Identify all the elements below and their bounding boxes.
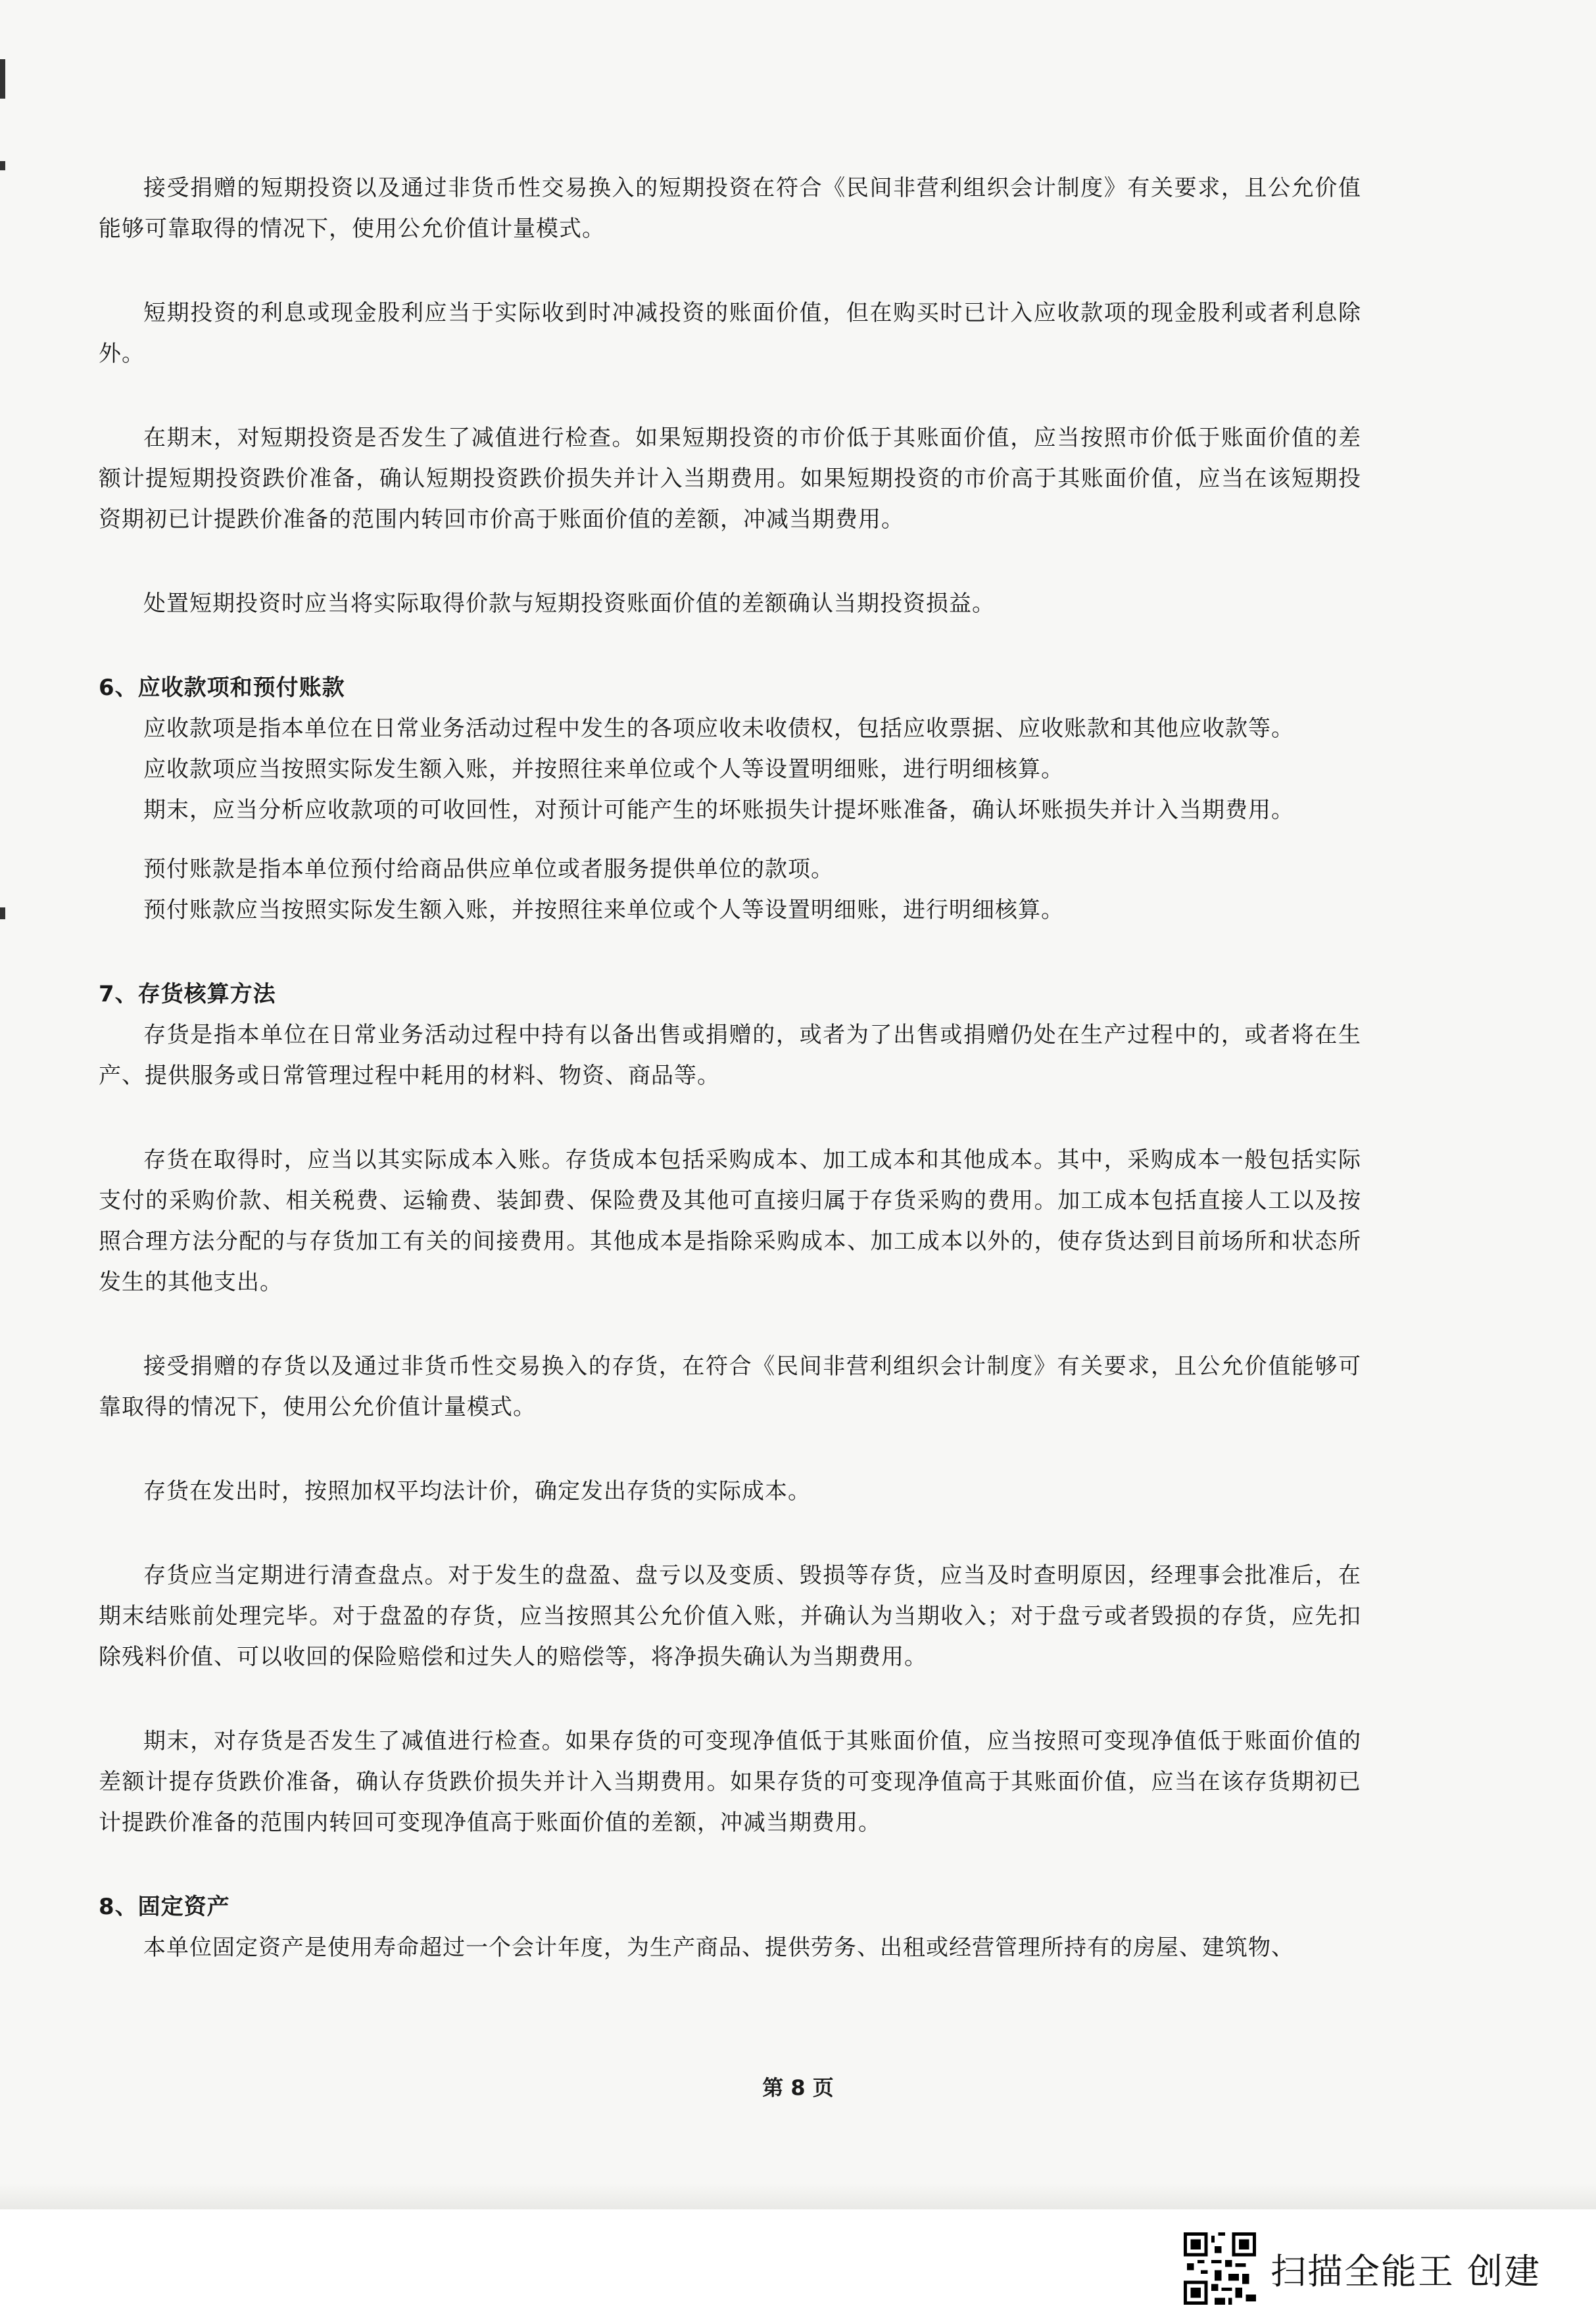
section-heading: 6、应收款项和预付账款 [99, 675, 345, 701]
body-paragraph: 预付账款应当按照实际发生额入账，并按照往来单位或个人等设置明细账，进行明细核算。 [143, 897, 1064, 923]
body-paragraph: 存货在发出时，按照加权平均法计价，确定发出存货的实际成本。 [143, 1478, 811, 1504]
body-paragraph: 短期投资的利息或现金股利应当于实际收到时冲减投资的账面价值，但在购买时已计入应收款项的现金股利或者利息除外。 [99, 300, 1361, 367]
body-paragraph: 存货在取得时，应当以其实际成本入账。存货成本包括采购成本、加工成本和其他成本。其中，采购成本一般包括实际支付的采购价款、相关税费、运输费、装卸费、保险费及其他可直接归属于存货采购的费用。加工成本包括直接人工以及按照合理方法分配的与存货加工有关的间接费用。其他成本是指除采购成本、加工成本以外的，使存货达到目前场所和状态所发生的其他支出。 [99, 1147, 1361, 1295]
body-paragraph: 接受捐赠的存货以及通过非货币性交易换入的存货，在符合《民间非营利组织会计制度》有关要求，且公允价值能够可靠取得的情况下，使用公允价值计量模式。 [99, 1353, 1361, 1420]
body-paragraph: 存货是指本单位在日常业务活动过程中持有以备出售或捐赠的，或者为了出售或捐赠仍处在生产过程中的，或者将在生产、提供服务或日常管理过程中耗用的材料、物资、商品等。 [99, 1022, 1361, 1089]
document-body [99, 168, 1361, 2011]
body-paragraph: 预付账款是指本单位预付给商品供应单位或者服务提供单位的款项。 [143, 856, 834, 882]
body-paragraph: 处置短期投资时应当将实际取得价款与短期投资账面价值的差额确认当期投资损益。 [143, 590, 995, 617]
body-paragraph: 期末，对存货是否发生了减值进行检查。如果存货的可变现净值低于其账面价值，应当按照可变现净值低于账面价值的差额计提存货跌价准备，确认存货跌价损失并计入当期费用。如果存货的可变现净值高于其账面价值，应当在该存货期初已计提跌价准备的范围内转回可变现净值高于账面价值的差额，冲减当期费用。 [99, 1728, 1361, 1836]
body-paragraph: 本单位固定资产是使用寿命超过一个会计年度，为生产商品、提供劳务、出租或经营管理所持有的房屋、建筑物、 [143, 1935, 1294, 1961]
scan-edge-mark [0, 59, 5, 99]
scan-edge-mark [0, 907, 5, 919]
section-heading: 7、存货核算方法 [99, 981, 276, 1007]
body-paragraph: 接受捐赠的短期投资以及通过非货币性交易换入的短期投资在符合《民间非营利组织会计制度》有关要求，且公允价值能够可靠取得的情况下，使用公允价值计量模式。 [99, 175, 1361, 242]
body-paragraph: 应收款项应当按照实际发生额入账，并按照往来单位或个人等设置明细账，进行明细核算。 [143, 756, 1064, 782]
scanner-watermark [1184, 2229, 1541, 2308]
scan-edge-mark [0, 161, 5, 170]
body-paragraph: 在期末，对短期投资是否发生了减值进行检查。如果短期投资的市价低于其账面价值，应当按照市价低于账面价值的差额计提短期投资跌价准备，确认短期投资跌价损失并计入当期费用。如果短期投资的市价高于其账面价值，应当在该短期投资期初已计提跌价准备的范围内转回市价高于账面价值的差额，冲减当期费用。 [99, 425, 1361, 533]
body-paragraph: 存货应当定期进行清查盘点。对于发生的盘盈、盘亏以及变质、毁损等存货，应当及时查明原因，经理事会批准后，在期末结账前处理完毕。对于盘盈的存货，应当按照其公允价值入账，并确认为当期收入；对于盘亏或者毁损的存货，应先扣除残料价值、可以收回的保险赔偿和过失人的赔偿等，将净损失确认为当期费用。 [99, 1562, 1361, 1670]
body-paragraph: 期末，应当分析应收款项的可收回性，对预计可能产生的坏账损失计提坏账准备，确认坏账损失并计入当期费用。 [143, 797, 1294, 823]
section-heading: 8、固定资产 [99, 1894, 230, 1920]
page-number: 第 8 页 [762, 2075, 834, 2100]
body-paragraph: 应收款项是指本单位在日常业务活动过程中发生的各项应收未收债权，包括应收票据、应收账款和其他应收款等。 [143, 715, 1294, 742]
scan-edge-shadow [0, 2183, 1596, 2209]
qr-code-icon [1184, 2232, 1256, 2305]
watermark-text: 扫描全能王 创建 [1270, 2250, 1541, 2292]
